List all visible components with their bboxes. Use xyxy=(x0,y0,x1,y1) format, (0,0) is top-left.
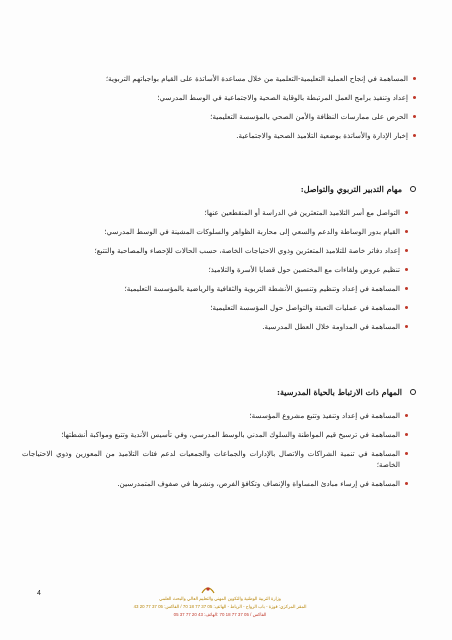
list-item xyxy=(22,429,408,440)
list-item-text: التواصل مع أسر التلاميذ المتعثرين في الدراسة أو المنقطعين عنها؛ xyxy=(204,208,400,217)
section-title: المهام ذات الارتباط بالحياة المدرسية: xyxy=(277,387,402,397)
list-item-text: المساهمة في تنمية الشراكات والاتصال بالإدارات والجماعات والجمعيات لدعم فئات التلاميذ من المعوزين وذوي الاحتياجات الخاصة؛ xyxy=(22,449,400,469)
section-heading xyxy=(22,183,416,195)
page-footer xyxy=(0,580,452,640)
section-list xyxy=(22,207,416,332)
list-item-text: المساهمة في إعداد وتنفيذ وتتبع مشروع المؤسسة؛ xyxy=(249,411,400,420)
ministry-name: وزارة التربية الوطنية والتكوين المهني والتعليم العالي والبحث العلمي xyxy=(159,596,281,601)
list-item-text: الحرص على ممارسات النظافة والأمن الصحي بالمؤسسة التعليمية؛ xyxy=(210,112,408,121)
contact-numbers: 05 37 77 20 43 :الفاكس / 05 37 77 18 70 :الهاتف xyxy=(173,612,267,617)
list-item xyxy=(22,226,408,237)
list-item xyxy=(22,73,416,84)
bullet-icon xyxy=(413,77,416,80)
bullet-icon xyxy=(405,325,408,328)
list-item xyxy=(22,478,408,489)
section-educational-management xyxy=(22,183,416,340)
list-item xyxy=(22,130,416,141)
section-heading xyxy=(22,386,416,398)
list-item-text: المساهمة في إعداد وتنظيم وتنسيق الأنشطة التربوية والثقافية والرياضية بالمؤسسة التعليمية؛ xyxy=(124,284,400,293)
bullet-icon xyxy=(405,249,408,252)
list-item xyxy=(22,92,416,103)
circle-bullet-icon xyxy=(410,389,416,395)
list-item xyxy=(22,245,408,256)
list-item xyxy=(22,410,408,421)
bullet-icon xyxy=(413,134,416,137)
list-item-text: تنظيم عروض ولقاءات مع المختصين حول قضايا الأسرة والتلاميذ؛ xyxy=(208,265,400,274)
page-number: 4 xyxy=(37,590,41,597)
bullet-icon xyxy=(405,414,408,417)
list-item xyxy=(22,448,408,470)
list-item-text: المساهمة في إنجاح العملية التعليمية-التعلمية من خلال مساعدة الأساتذة على القيام بواجباتهم التربوية؛ xyxy=(105,74,408,83)
ministry-logo-icon xyxy=(200,583,216,595)
list-item xyxy=(22,207,408,218)
bullet-icon xyxy=(405,306,408,309)
bullet-icon xyxy=(413,115,416,118)
list-item xyxy=(22,321,408,332)
bullet-icon xyxy=(413,96,416,99)
bullet-icon xyxy=(405,211,408,214)
section-school-life xyxy=(22,386,416,497)
section-list xyxy=(22,410,416,489)
list-item-text: القيام بدور الوساطة والدعم والسعي إلى محاربة الظواهر والسلوكات المشينة في الوسط المدرسي؛ xyxy=(104,227,400,236)
list-item-text: المساهمة في عمليات التعبئة والتواصل حول المؤسسة التعليمية؛ xyxy=(210,303,400,312)
bullet-icon xyxy=(405,482,408,485)
section-title: مهام التدبير التربوي والتواصل: xyxy=(300,184,402,194)
list-item-text: إخبار الإدارة والأساتذة بوضعية التلاميذ الصحية والاجتماعية. xyxy=(236,131,408,140)
intro-list xyxy=(22,73,416,149)
list-item xyxy=(22,264,408,275)
list-item-text: المساهمة في المداومة خلال العطل المدرسية. xyxy=(262,322,400,331)
list-item xyxy=(22,302,408,313)
list-item-text: إعداد دفاتر خاصة للتلاميذ المتعثرين وذوي الاحتياجات الخاصة، حسب الحالات للإحصاء والمصاحبة والتتبع؛ xyxy=(94,246,400,255)
list-item xyxy=(22,111,416,122)
bullet-icon xyxy=(405,230,408,233)
list-item-text: المساهمة في إرساء مبادئ المساواة والإنصاف وتكافؤ الفرص، ونشرها في صفوف المتمدرسين. xyxy=(117,479,400,488)
bullet-icon xyxy=(405,268,408,271)
list-item-text: إعداد وتنفيذ برامج العمل المرتبطة بالوقاية الصحية والاجتماعية في الوسط المدرسي؛ xyxy=(157,93,408,102)
ministry-address: المقر المركزي: قوزة - باب الرواح - الرباط - الهاتف: 05 37 77 18 70 / الفاكس: 05 37 77 20 43 xyxy=(133,604,307,609)
bullet-icon xyxy=(405,433,408,436)
list-item-text: المساهمة في ترسيخ قيم المواطنة والسلوك المدني بالوسط المدرسي، وفي تأسيس الأندية وتتبع ومواكبة أنشطتها؛ xyxy=(61,430,400,439)
list-item xyxy=(22,283,408,294)
bullet-icon xyxy=(405,287,408,290)
circle-bullet-icon xyxy=(410,186,416,192)
bullet-icon xyxy=(405,452,408,455)
